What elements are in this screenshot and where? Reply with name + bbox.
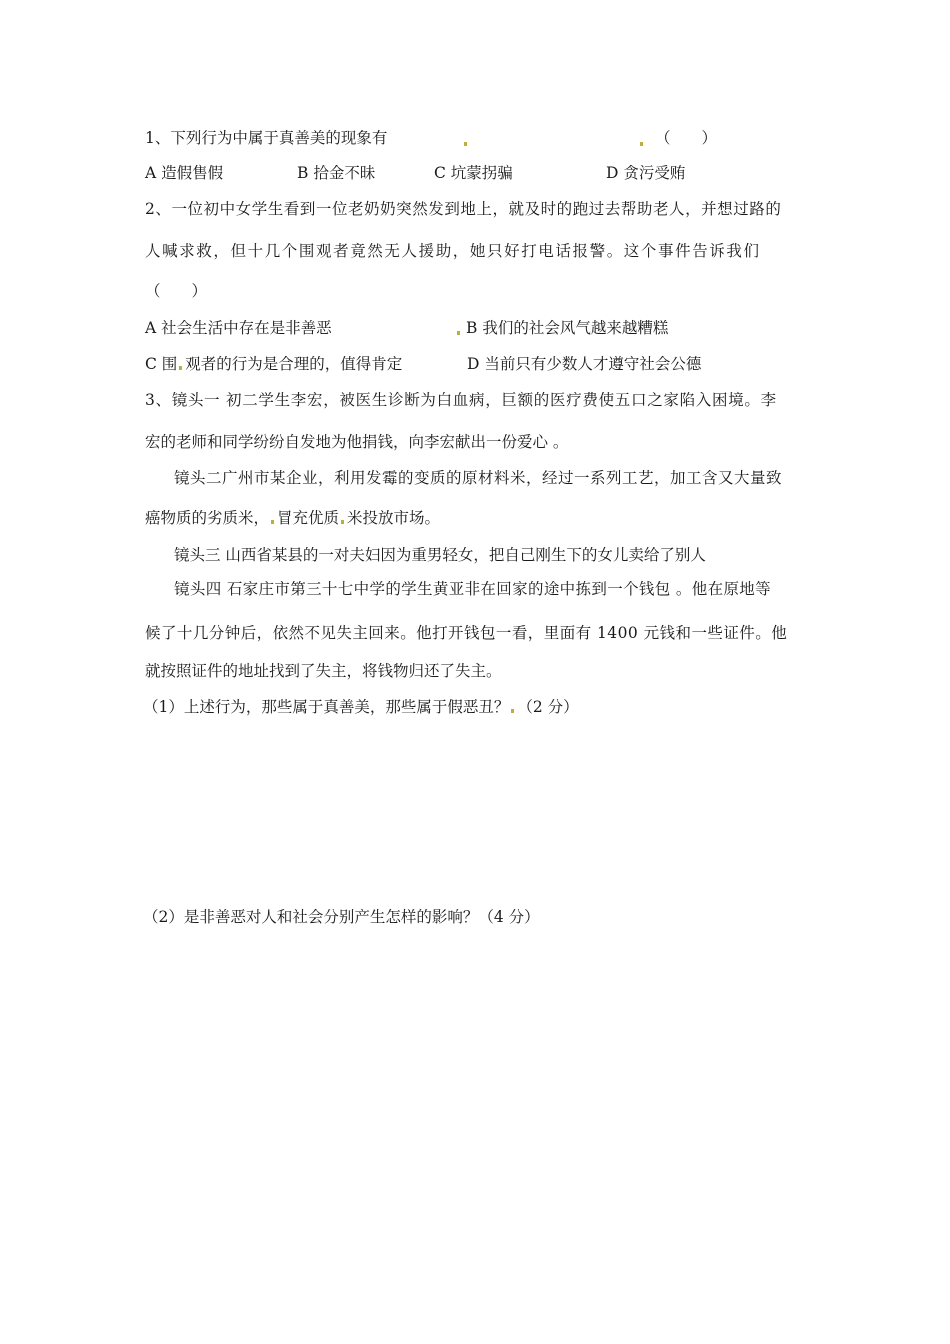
q3-line4 <box>145 508 440 528</box>
q2-option-c-part1: C 围 <box>145 355 178 373</box>
q3-line2: 宏的老师和同学纷纷自发地为他捐钱，向李宏献出一份爱心 。 <box>145 433 569 451</box>
decorative-dot <box>464 142 467 146</box>
q2-stem-line1: 2、一位初中女学生看到一位老奶奶突然发到地上，就及时的跑过去帮助老人，并想过路的 <box>145 200 782 218</box>
q2-stem-line2: 人喊求救，但十几个围观者竟然无人援助，她只好打电话报警。这个事件告诉我们 <box>145 242 761 260</box>
q1-stem: 1、下列行为中属于真善美的现象有 <box>145 129 388 147</box>
q1-option-a: A 造假售假 <box>145 164 224 182</box>
decorative-dot <box>640 142 643 146</box>
q3-subquestion-1 <box>143 697 579 717</box>
q3-subquestion-2: （2）是非善恶对人和社会分别产生怎样的影响？（4 分） <box>143 908 540 926</box>
q2-option-b: B 我们的社会风气越来越糟糕 <box>466 319 669 337</box>
q2-answer-paren: （ ） <box>145 282 208 300</box>
q3-line1: 3、镜头一 初二学生李宏，被医生诊断为白血病，巨额的医疗费使五口之家陷入困境。李 <box>145 391 777 409</box>
q2-option-c-part2: 观者的行为是合理的，值得肯定 <box>185 355 403 373</box>
q2-option-c <box>145 354 402 374</box>
q3-sub1-points: （2 分） <box>517 698 579 716</box>
decorative-dot <box>511 709 514 713</box>
q2-option-d: D 当前只有少数人才遵守社会公德 <box>467 355 702 373</box>
q3-line4-part3: 米投放市场。 <box>347 509 441 527</box>
q3-sub1-text: （1）上述行为，那些属于真善美，那些属于假恶丑？ <box>143 698 510 716</box>
decorative-dot <box>179 366 182 370</box>
q3-line6: 镜头四 石家庄市第三十七中学的学生黄亚非在回家的途中拣到一个钱包 。他在原地等 <box>174 580 772 598</box>
decorative-dot <box>271 520 274 524</box>
q3-line4-part2: 冒充优质 <box>277 509 340 527</box>
q1-option-b: B 拾金不昧 <box>297 164 376 182</box>
q3-line7: 候了十几分钟后，依然不见失主回来。他打开钱包一看，里面有 1400 元钱和一些证件。他 <box>145 624 788 642</box>
decorative-dot <box>457 331 460 335</box>
q3-line5: 镜头三 山西省某县的一对夫妇因为重男轻女，把自己刚生下的女儿卖给了别人 <box>174 546 706 564</box>
q3-line4-part1: 癌物质的劣质米， <box>145 509 270 527</box>
decorative-dot <box>341 520 344 524</box>
q1-option-d: D 贪污受贿 <box>606 164 686 182</box>
q1-option-c: C 坑蒙拐骗 <box>434 164 513 182</box>
q3-line3: 镜头二广州市某企业，利用发霉的变质的原材料米，经过一系列工艺，加工含又大量致 <box>174 469 783 487</box>
q2-option-a: A 社会生活中存在是非善恶 <box>145 319 332 337</box>
q3-line8: 就按照证件的地址找到了失主，将钱物归还了失主。 <box>145 662 502 680</box>
q1-answer-paren: （ ） <box>655 129 718 147</box>
